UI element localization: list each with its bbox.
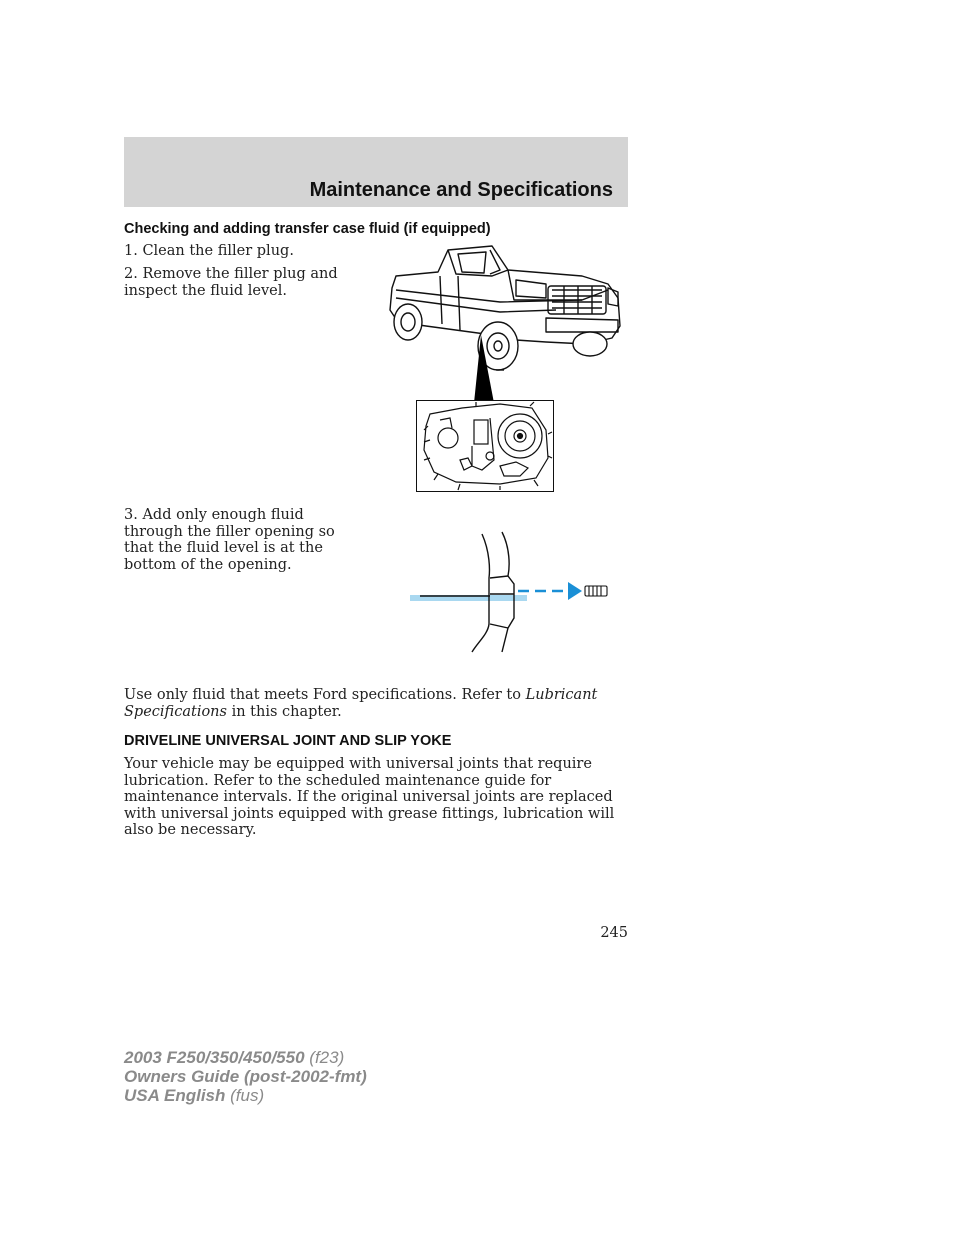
footer-model-code: (f23) [304, 1048, 345, 1067]
transfer-case-illustration [416, 400, 554, 492]
page-number: 245 [600, 925, 628, 941]
footer-model: 2003 F250/350/450/550 [124, 1048, 305, 1067]
step-3-text: 3. Add only enough fluid through the filler opening so that the fluid level is at the bottom of the opening. [124, 507, 335, 573]
footer-doc-info [124, 1048, 367, 1105]
footer-guide-name: Owners Guide (post-2002-fmt) [124, 1067, 367, 1086]
filler-opening-illustration [410, 530, 610, 655]
section-title: Maintenance and Specifications [309, 179, 613, 201]
pointer-wedge [470, 335, 500, 403]
fluid-note-lead: Use only fluid that meets Ford specifications. Refer to [124, 687, 526, 703]
section-header-band [124, 137, 628, 207]
driveline-body-text: Your vehicle may be equipped with universal joints that require lubrication. Refer to the scheduled maintenance guide for maintenance intervals. If the original universal joints are replaced with universal joints equipped with grease fittings, lubrication will also be necessary. [124, 756, 615, 838]
subsection-heading-transfer-case: Checking and adding transfer case fluid (if equipped) [124, 221, 491, 237]
footer-language-code: (fus) [225, 1086, 265, 1105]
filler-plug-icon [585, 586, 607, 596]
subsection-heading-driveline: DRIVELINE UNIVERSAL JOINT AND SLIP YOKE [124, 733, 452, 749]
step-1-text: 1. Clean the filler plug. [124, 243, 294, 259]
pickup-truck-illustration [386, 240, 626, 400]
arrow-head-icon [568, 582, 582, 600]
fluid-note-tail: in this chapter. [226, 703, 342, 720]
lubricant-specifications-reference: Lubricant Specifications [124, 687, 598, 720]
step-2-text: 2. Remove the filler plug and inspect the fluid level. [124, 266, 338, 299]
footer-language: USA English [124, 1086, 226, 1105]
fluid-note-text [124, 687, 624, 720]
